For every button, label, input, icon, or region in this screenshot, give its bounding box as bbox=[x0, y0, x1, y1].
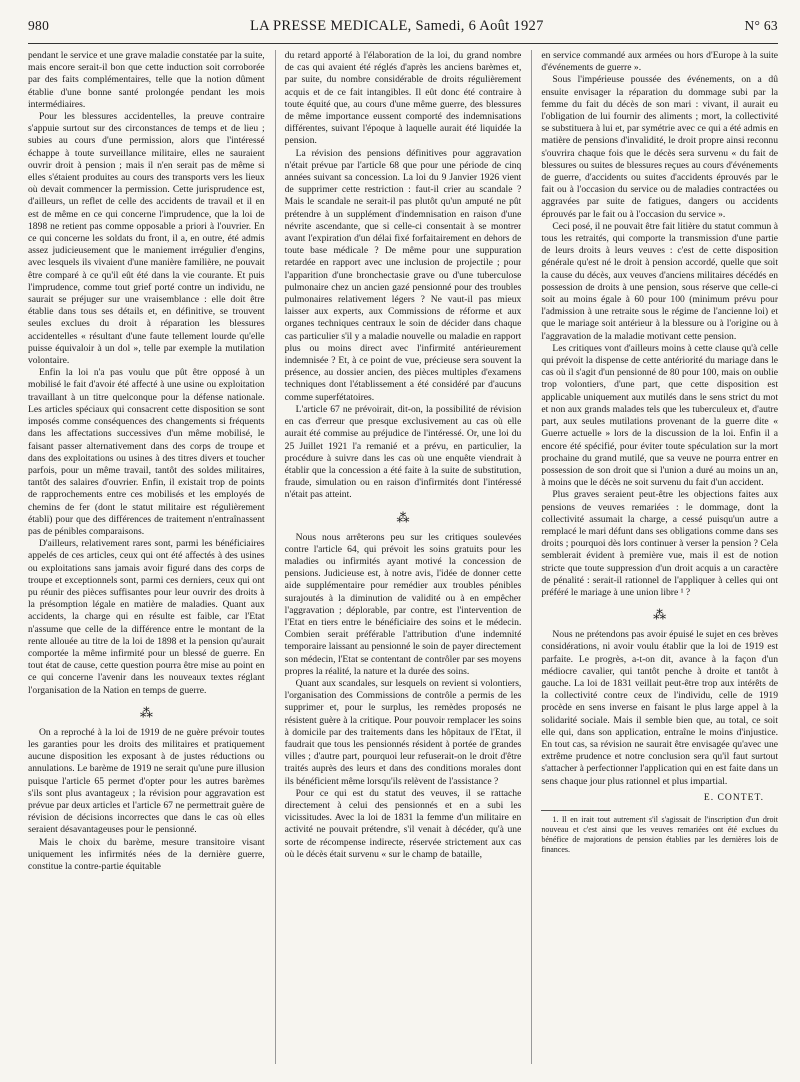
section-separator: ⁂ bbox=[139, 704, 153, 720]
paragraph: du retard apporté à l'élaboration de la loi, du grand nombre de cas qui avaient été réglés d'après les anciens barèmes et, par suite, du nombre considérable de droits régulièrement acquis et de ce fait intangibles. Il eût donc été contraire à toute équité que, au cours d'une même guerre, des blessures de même importance eussent comporté des indemnisations différentes, suivant l'époque à laquelle aurait été liquidée la pension. bbox=[284, 50, 522, 147]
column-left bbox=[28, 50, 265, 1064]
paragraph: pendant le service et une grave maladie constatée par la suite, mais encore serait-il bon que cette induction soit corroborée par des faits complémentaires, telle que la notion dûment établie d'une bonne santé prolongée pendant les mois intermédiaires. bbox=[28, 50, 265, 110]
paragraph: Pour ce qui est du statut des veuves, il se rattache directement à celui des pensionnés et en a subi les vicissitudes. Avec la loi de 1831 la femme d'un militaire en activité ne pouvait prétendre, s'il venait à décéder, qu'à une sorte de récompense indirecte, réservée strictement aux cas où le décès était survenu « sur le champ de bataille, bbox=[284, 787, 522, 860]
paragraph: Quant aux scandales, sur lesquels on revient si volontiers, l'organisation des Commissions de contrôle a permis de les supprimer et, pour le surplus, les remèdes proposés ne résistent guère à la critique. Pour pouvoir remplacer les soins à domicile par des traitements dans les hôpitaux de l'Etat, il faudrait que tous les pensionnés résident à portée de grandes villes ; d'autre part, pourquoi leur refuserait-on le droit d'être traités auprès des leurs et dans des conditions morales dont ils bénéficient même lorsqu'ils relèvent de l'assistance ? bbox=[284, 677, 522, 787]
section-separator: ⁂ bbox=[653, 607, 667, 623]
paragraph: Plus graves seraient peut-être les objections faites aux pensions de veuves remariées : le dommage, dont la collectivité assumait la charge, a cessé puisqu'un autre a remplacé le mari défunt dans ses obligations comme dans ses droits ; pourquoi dès lors continuer à verser la pension ? Cela semblerait évident à première vue, mais il est de notion stricte que toute suppression d'un droit acquis a un caractère de pénalité : serait-il rationnel de l'appliquer à celles qui ont préféré le mariage à une union libre ¹ ? bbox=[541, 489, 779, 598]
paragraph: Nous nous arrêterons peu sur les critiques soulevées contre l'article 64, qui prévoit les soins gratuits pour les maladies ou infirmités ayant motivé la concession de pensions. Judicieuse est, à notre avis, l'idée de donner cette aide supplémentaire pour remédier aux troubles pénibles surajoutés à la diminution de validité ou à en empêcher l'aggravation ; déplorable, par contre, est l'intervention de l'Etat en tiers entre le bénéficiaire des soins et le médecin. Combien serait préférable l'attribution d'une indemnité temporaire laissant au pensionné le soin de payer directement son médecin, l'Etat se contentant de contrôler par ses moyens propres la réalité, la nature et la durée des soins. bbox=[284, 531, 522, 677]
page-header bbox=[28, 18, 778, 44]
paragraph: Les critiques vont d'ailleurs moins à cette clause qu'à celle qui prévoit la dispense de cette antériorité du mariage dans le cas où il s'agit d'un pensionné de 80 pour 100, mais on oublie trop volontiers, d'une part, que cette disposition est applicable uniquement aux mutilés dans le sens strict du mot et non aux grands malades tels que les tuberculeux et, d'autre part, aux seules mutilations provenant de la guerre dite « Guerre actuelle » lors de la discussion de la loi. Enfin il a encore été spécifié, pour éviter toute spéculation sur la mort prochaine du grand mutilé, que sa veuve ne pourra entrer en possession de son droit que si l'union a duré au moins un an, à moins que le décès ne soit survenu du fait d'un accident. bbox=[541, 342, 779, 489]
column-middle bbox=[275, 50, 522, 1064]
column-right bbox=[531, 50, 778, 1064]
paragraph: en service commandé aux armées ou hors d'Europe à la suite d'événements de guerre ». bbox=[541, 50, 779, 74]
footnote: 1. Il en irait tout autrement s'il s'agissait de l'inscription d'un droit nouveau et c'est ainsi que les veuves remariées ont été exclues du bénéfice de majorations de pension établies par les dernières lois de finances. bbox=[541, 814, 779, 854]
article-columns bbox=[28, 50, 778, 1064]
paragraph: Ceci posé, il ne pouvait être fait litière du statut commun à tous les retraités, qui comporte la transmission d'une partie de leurs droits à leurs veuves : c'est de cette disposition générale qu'est né le droit à pension accordé, quelle que soit la cause du décès, aux veuves d'anciens militaires décédés en possession de droits à une pension, sous réserve que celle-ci soit au moins égale à 60 pour 100 (minimum prévu pour l'admission à une retraite sous le régime de l'ancienne loi) et que le mariage soit antérieur à la blessure ou à l'origine ou à l'aggravation de la maladie motivant cette pension. bbox=[541, 220, 779, 342]
section-separator: ⁂ bbox=[396, 509, 410, 525]
paragraph: Enfin la loi n'a pas voulu que pût être opposé à un mobilisé le fait d'avoir été affecté à une usine ou exploitation travaillant à un titre quelconque pour la défense nationale. Les articles spéciaux qui consacrent cette disposition se sont imposés comme conséquences des changements si fréquents dans les affectations successives d'un même mobilisé, le faisant passer alternativement dans des corps de troupe et dans des exploitations ou usines à des titres divers et toucher parfois, pour un même travail, tantôt des soldes militaires, tantôt des salaires d'ouvrier. Enfin, il existait trop de points de rapprochements entre ces mobilisés et les employés de chemins de fer (dont le statut militaire est régulièrement établi) pour que des différences de traitement n'entraînassent pas de pénibles comparaisons. bbox=[28, 367, 265, 537]
footnote-rule bbox=[541, 810, 611, 811]
paragraph: L'article 67 ne prévoirait, dit-on, la possibilité de révision en cas d'erreur que presque exclusivement au cas où elle aurait été commise au préjudice de l'intéressé. Or, une loi du 25 Juillet 1921 l'a remanié et a prévu, en particulier, la procédure à suivre dans les cas où une enquête viendrait à établir que la concession a été faite à la suite de substitution, fraude, simulation ou en raison d'infirmités dont l'intéressé n'était pas atteint. bbox=[284, 403, 522, 501]
author-signature: E. CONTET. bbox=[703, 791, 765, 803]
paragraph: Sous l'impérieuse poussée des événements, on a dû ensuite envisager la réparation du dommage subi par la femme du fait du décès de son mari : vivant, il aurait eu l'obligation de lui fournir des aliments ; mort, la collectivité se substituera à lui et, par symétrie avec ce qui a été admis en matière de pensions d'invalidité, le droit propre ainsi reconnu s'ouvrira chaque fois que le décès sera survenu « du fait de blessures ou suites de blessures reçues au cours d'événements de guerre, d'accidents ou suites d'accidents éprouvés par le fait ou à l'occasion du service ou de maladies contractées ou aggravées par suite de fatigues, dangers ou accidents éprouvés par le fait ou à l'occasion du service ». bbox=[541, 74, 779, 220]
paragraph: On a reproché à la loi de 1919 de ne guère prévoir toutes les garanties pour les droits des militaires et pratiquement aucune disposition les exposant à de justes réductions ou annulations. Le barème de 1919 ne serait qu'une pure illusion puisque l'article 65 permet d'opter pour les autres barèmes s'ils sont plus avantageux ; la révision pour aggravation est prévue par deux articles et l'article 67 ne permettrait guère de révision de décisions incorrectes que dans le cas où elles seraient désavantageuses pour le pensionné. bbox=[28, 726, 265, 836]
paragraph: Nous ne prétendons pas avoir épuisé le sujet en ces brèves considérations, ni avoir voulu établir que la loi de 1919 est parfaite. Le progrès, a-t-on dit, avance à la façon d'un médiocre cavalier, qui tantôt penche à droite et tantôt à gauche. La loi de 1831 veillait peut-être trop aux intérêts de la collectivité contre ceux de l'individu, celle de 1919 procède en sens inverse en faisant le plus large appel à la solidarité sociale. Mais il semble bien que, au total, ce soit elle qui, dans son application, entraîne le moins d'injustice. En tout cas, sa révision ne saurait être envisagée qu'avec une extrême prudence et notre conclusion sera qu'il faut surtout s'attacher à perfectionner l'application qui en est faite dans un sens chaque jour plus rationnel et plus impartial. bbox=[541, 629, 779, 787]
paragraph: La révision des pensions définitives pour aggravation n'était prévue par l'article 68 que pour une période de cinq années suivant sa concession. La loi du 9 Janvier 1926 vient de supprimer cette restriction : faut-il crier au scandale ? Mais le scandale ne serait-il pas plutôt qu'un amputé ne pût prétendre à un supplément d'indemnisation en raison d'une névrite ascendante, que si celle-ci consentait à se montrer avant l'expiration d'un délai fixé forfaitairement en dehors de toute base médicale ? De même pour une suppuration retardée en rapport avec une inclusion de projectile ; pour l'apparition d'une bronchectasie grave ou d'une tuberculose pulmonaire chez un ancien gazé pensionné pour des troubles pulmonaires relativement légers ? Ne vaut-il pas mieux laisser aux experts, aux Commissions de réforme et aux organes techniques centraux le soin de décider dans chaque cas particulier s'il y a maladie nouvelle ou maladie en rapport plus ou moins direct avec l'infirmité antérieurement indemnisée ? Et, à ce point de vue, précieuse sera souvent la présence, au dossier ancien, des pièces multiples d'examens techniques dont l'établissement a été considéré par d'aucuns comme superfétatoires. bbox=[284, 147, 522, 403]
paragraph: Pour les blessures accidentelles, la preuve contraire s'appuie surtout sur des circonstances de temps et de lieu ; subies au cours d'une permission, alors que l'intéressé échappe à toute surveillance militaire, elles ne sauraient ouvrir droit à pension ; mais il n'en serait pas de même si elles s'étaient produites au cours des transports vers les lieux où devait commencer la permission. Cette jurisprudence est, d'ailleurs, un reflet de celle des accidents de travail et il en est de même en ce qui concerne l'imprudence, que la loi de 1898 ne retient pas comme opposable a priori à l'ouvrier. En ce qui concerne les soldats du front, il a, en outre, été admis assez judicieusement que le maniement irrégulier d'engins, avec lesquels ils vivaient d'une manière familière, ne pouvait être comparé à ce qu'il eût été dans la vie courante. Et puis l'imprudence, comme tout grief porté contre un individu, ne saurait se préjuger sur une vraisemblance : elle doit être établie dans tous ses détails et, en définitive, se trouvent seules exclues du droit à réparation les blessures accidentelles « résultant d'une faute tellement lourde qu'elle puisse équivaloir à un dol », telle par exemple la mutilation volontaire. bbox=[28, 111, 265, 367]
paragraph: D'ailleurs, relativement rares sont, parmi les bénéficiaires appelés de ces articles, ceux qui ont été affectés à des usines ou exploitations sans jamais avoir figuré dans des corps de troupe et exceptionnels sont, parmi ces derniers, ceux qui ont pu réunir des pièces suffisantes pour leur ouvrir des droits à la présomption légale en matière de maladies. Quant aux accidents, la charge qui en résulte est faible, car l'Etat n'assume que celle de la différence entre le montant de la rente allouée au titre de la loi de 1898 et la pension qu'aurait comportée la même infirmité pour un blessé de guerre. En tout état de cause, cette question pourra être mise au point en ce qui concerne l'avenir dans les nouveaux textes réglant l'organisation de la Nation en temps de guerre. bbox=[28, 538, 265, 696]
running-title: LA PRESSE MEDICALE, Samedi, 6 Août 1927 bbox=[249, 18, 544, 34]
issue-number: N° 63 bbox=[744, 18, 778, 33]
paragraph: Mais le choix du barème, mesure transitoire visant uniquement les infirmités nées de la dernière guerre, constitue la contre-partie équitable bbox=[28, 836, 265, 872]
page-number: 980 bbox=[28, 18, 50, 33]
